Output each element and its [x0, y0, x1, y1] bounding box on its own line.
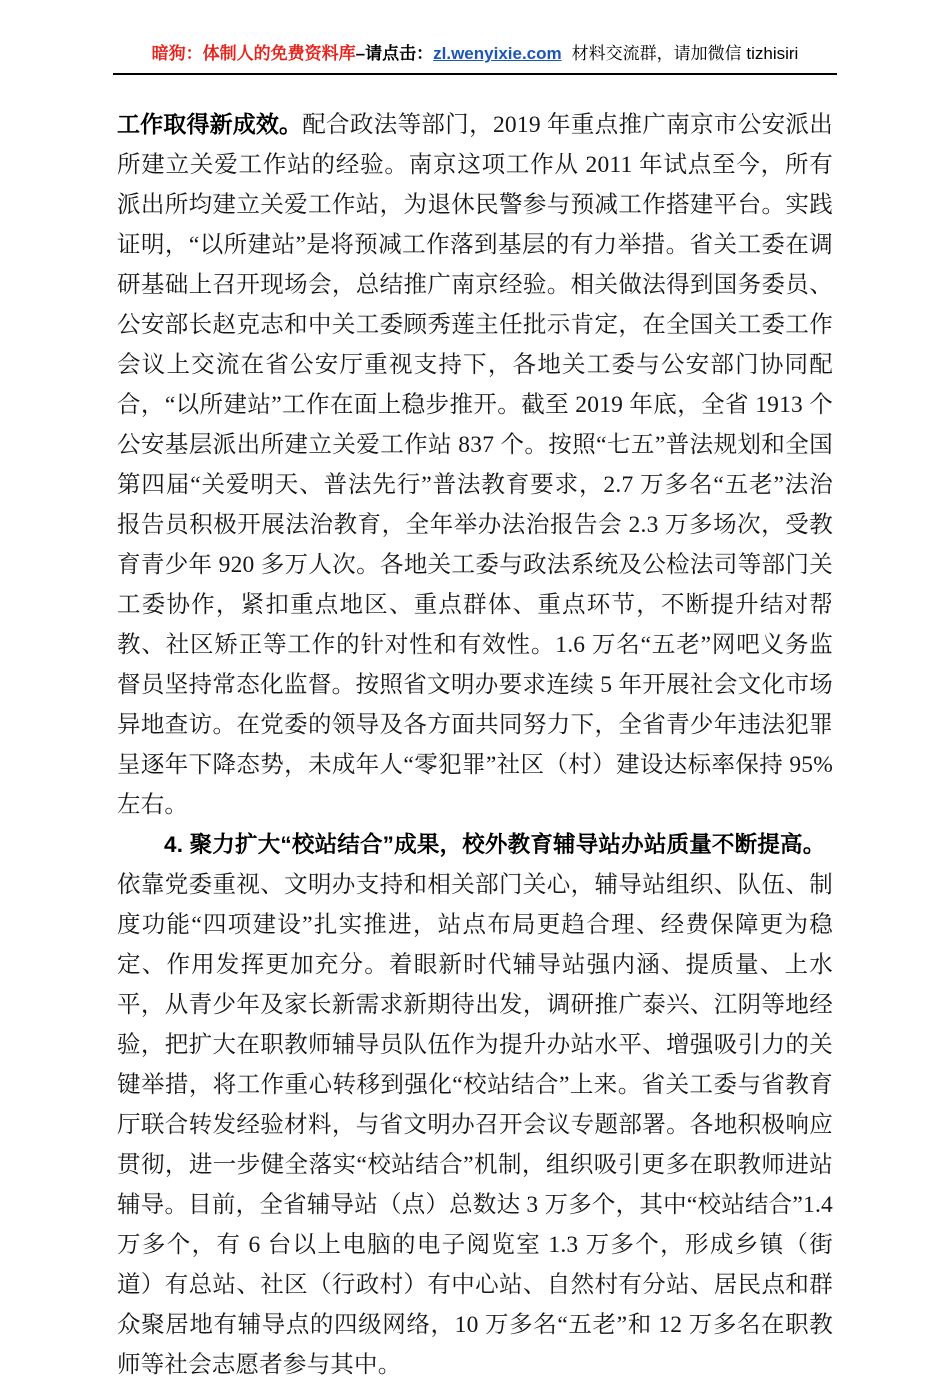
paragraph-section-4 — [117, 825, 833, 865]
paragraph1-text: 配合政法等部门，2019 年重点推广南京市公安派出所建立关爱工作站的经验。南京这项工作从 2011 年试点至今，所有派出所均建立关爱工作站，为退休民警参与预减工作搭建平台。实践证明，“以所建站”是将预减工作落到基层的有力举措。省关工委在调研基础上召开现场会，总结推广南京经验。相关做法得到国务委员、公安部长赵克志和中关工委顾秀莲主任批示肯定，在全国关工委工作会议上交流在省公安厅重视支持下，各地关工委与公安部门协同配合，“以所建站”工作在面上稳步推开。截至 2019 年底，全省 1913 个公安基层派出所建立关爱工作站 837 个。按照“七五”普法规划和全国第四届“关爱明天、普法先行”普法教育要求，2.7 万多名“五老”法治报告员积极开展法治教育，全年举办法治报告会 2.3 万多场次，受教育青少年 920 多万人次。各地关工委与政法系统及公检法司等部门关工委协作，紧扣重点地区、重点群体、重点环节，不断提升结对帮教、社区矫正等工作的针对性和有效性。1.6 万名“五老”网吧义务监督员坚持常态化监督。按照省文明办要求连续 5 年开展社会文化市场异地查访。在党委的领导及各方面共同努力下，全省青少年违法犯罪呈逐年下降态势，未成年人“零犯罪”社区（村）建设达标率保持 95%左右。 — [117, 112, 834, 818]
section-4-heading: 4. 聚力扩大“校站结合”成果，校外教育辅导站办站质量不断提高。 — [164, 832, 826, 857]
paragraph-work-new-results — [117, 104, 833, 825]
page-header-banner — [113, 42, 837, 66]
paragraph1-lead-bold: 工作取得新成效。 — [117, 111, 303, 137]
header-brand-text: 暗狗：体制人的免费资料库 — [151, 44, 356, 63]
header-site-link[interactable]: zl.wenyixie.com — [433, 44, 562, 63]
paragraph-section-4-body — [117, 865, 833, 1385]
header-contact-text: 材料交流群，请加微信 tizhisiri — [571, 44, 799, 63]
header-click-prompt: –请点击： — [355, 44, 434, 63]
header-divider-rule — [113, 73, 837, 75]
paragraph2-text: 依靠党委重视、文明办支持和相关部门关心，辅导站组织、队伍、制度功能“四项建设”扎实推进，站点布局更趋合理、经费保障更为稳定、作用发挥更加充分。着眼新时代辅导站强内涵、提质量、上水平，从青少年及家长新需求新期待出发，调研推广泰兴、江阴等地经验，把扩大在职教师辅导员队伍作为提升办站水平、增强吸引力的关键举措，将工作重心转移到强化“校站结合”上来。省关工委与省教育厅联合转发经验材料，与省文明办召开会议专题部署。各地积极响应贯彻，进一步健全落实“校站结合”机制，组织吸引更多在职教师进站辅导。目前，全省辅导站（点）总数达 3 万多个，其中“校站结合”1.4 万多个，有 6 台以上电脑的电子阅览室 1.3 万多个，形成乡镇（街道）有总站、社区（行政村）有中心站、自然村有分站、居民点和群众聚居地有辅导点的四级网络，10 万多名“五老”和 12 万多名在职教师等社会志愿者参与其中。 — [117, 872, 833, 1378]
header-line — [113, 42, 837, 66]
document-body — [117, 104, 833, 1385]
